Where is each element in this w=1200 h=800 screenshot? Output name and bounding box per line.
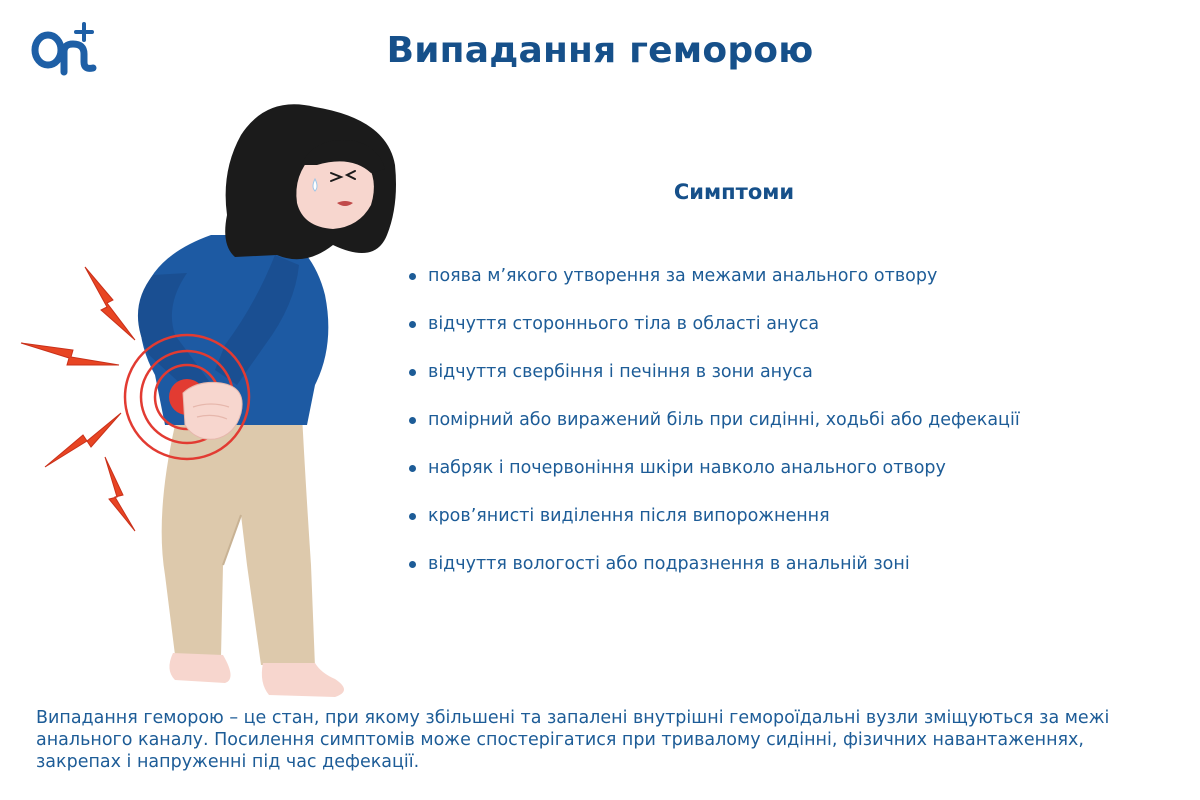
bullet-icon	[409, 321, 416, 328]
page-title: Випадання геморою	[386, 30, 814, 71]
symptom-item	[408, 498, 1020, 546]
symptoms-heading: Симптоми	[673, 180, 795, 204]
symptom-item	[408, 450, 1020, 498]
symptom-text: відчуття вологості або подразнення в анальній зоні	[428, 554, 910, 574]
symptom-item	[408, 258, 1020, 306]
bullet-icon	[409, 513, 416, 520]
symptom-text: поява м’якого утворення за межами анального отвору	[428, 266, 938, 286]
symptom-item	[408, 402, 1020, 450]
symptom-text: відчуття стороннього тіла в області ануса	[428, 314, 820, 334]
lightning-icon	[21, 267, 135, 531]
woman-with-back-pain-illustration-icon	[15, 95, 420, 705]
symptom-text: набряк і почервоніння шкіри навколо анального отвору	[428, 458, 946, 478]
bullet-icon	[409, 273, 416, 280]
bullet-icon	[409, 369, 416, 376]
symptom-text: кров’янисті виділення після випорожнення	[428, 506, 830, 526]
bullet-icon	[409, 417, 416, 424]
symptom-text: відчуття свербіння і печіння в зони ануса	[428, 362, 813, 382]
symptom-text: помірний або виражений біль при сидінні, ходьбі або дефекації	[428, 410, 1020, 430]
symptom-item	[408, 354, 1020, 402]
symptoms-list	[408, 258, 1020, 594]
symptom-item	[408, 546, 1020, 594]
bullet-icon	[409, 561, 416, 568]
symptom-item	[408, 306, 1020, 354]
description-text: Випадання геморою – це стан, при якому збільшені та запалені внутрішні гемороїдальні вузли зміщуються за межі анального каналу. Посилення симптомів може спостерігатися при тривалому сидінні, фізичних навантаженнях, закрепах і напруженні під час дефекації.	[36, 708, 1110, 772]
bullet-icon	[409, 465, 416, 472]
